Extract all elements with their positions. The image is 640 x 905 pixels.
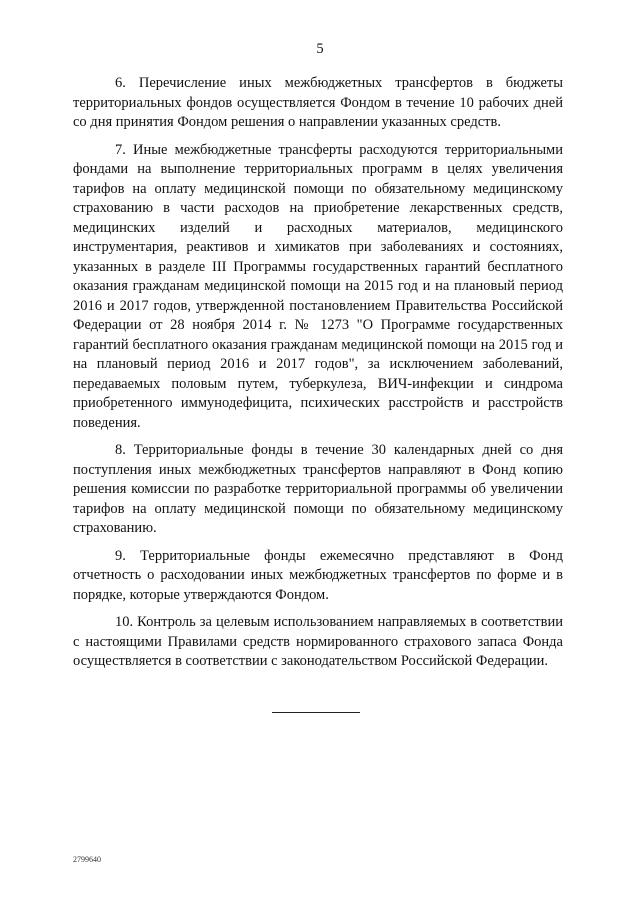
paragraph-9: 9. Территориальные фонды ежемесячно представляют в Фонд отчетность о расходовании иных межбюджетных трансфертов по форме и в порядке, которые утверждаются Фондом. (73, 547, 563, 603)
paragraph-6: 6. Перечисление иных межбюджетных трансфертов в бюджеты территориальных фондов осуществляется Фондом в течение 10 рабочих дней со дня принятия Фондом решения о направлении указанных средств. (73, 75, 563, 130)
page-number: 5 (316, 41, 324, 57)
end-separator-line (272, 712, 360, 713)
paragraph-7: 7. Иные межбюджетные трансферты расходуются территориальными фондами на выполнение территориальных программ в целях увеличения тарифов на оплату медицинской помощи по обязательному медицинскому страхованию в части расходов на приобретение лекарственных средств, медицинских изделий и расходных материалов, медицинского инструментария, реактивов и химикатов при заболеваниях и состояниях, указанных в разделе III Программы государственных гарантий бесплатного оказания гражданам медицинской помощи на 2015 год и на плановый период 2016 и 2017 годов, утвержденной постановлением Правительства Российской Федерации от 28 ноября 2014 г. № 1273 "О Программе государственных гарантий бесплатного оказания гражданам медицинской помощи на 2015 год и на плановый период 2016 и 2017 годов", за исключением заболеваний, передаваемых половым путем, туберкулеза, ВИЧ-инфекции и синдрома приобретенного иммунодефицита, психических расстройств и расстройств поведения. (73, 141, 563, 431)
paragraph-10: 10. Контроль за целевым использованием направляемых в соответствии с настоящими Правилами средств нормированного страхового запаса Фонда осуществляется в соответствии с законодательством Российской Федерации. (73, 614, 563, 669)
document-code: 2799640 (73, 855, 101, 864)
paragraph-8: 8. Территориальные фонды в течение 30 календарных дней со дня поступления иных межбюджетных трансфертов направляют в Фонд копию решения комиссии по разработке территориальной программы об увеличении тарифов на оплату медицинской помощи по обязательному медицинскому страхованию. (73, 442, 563, 536)
body-text (73, 74, 563, 680)
